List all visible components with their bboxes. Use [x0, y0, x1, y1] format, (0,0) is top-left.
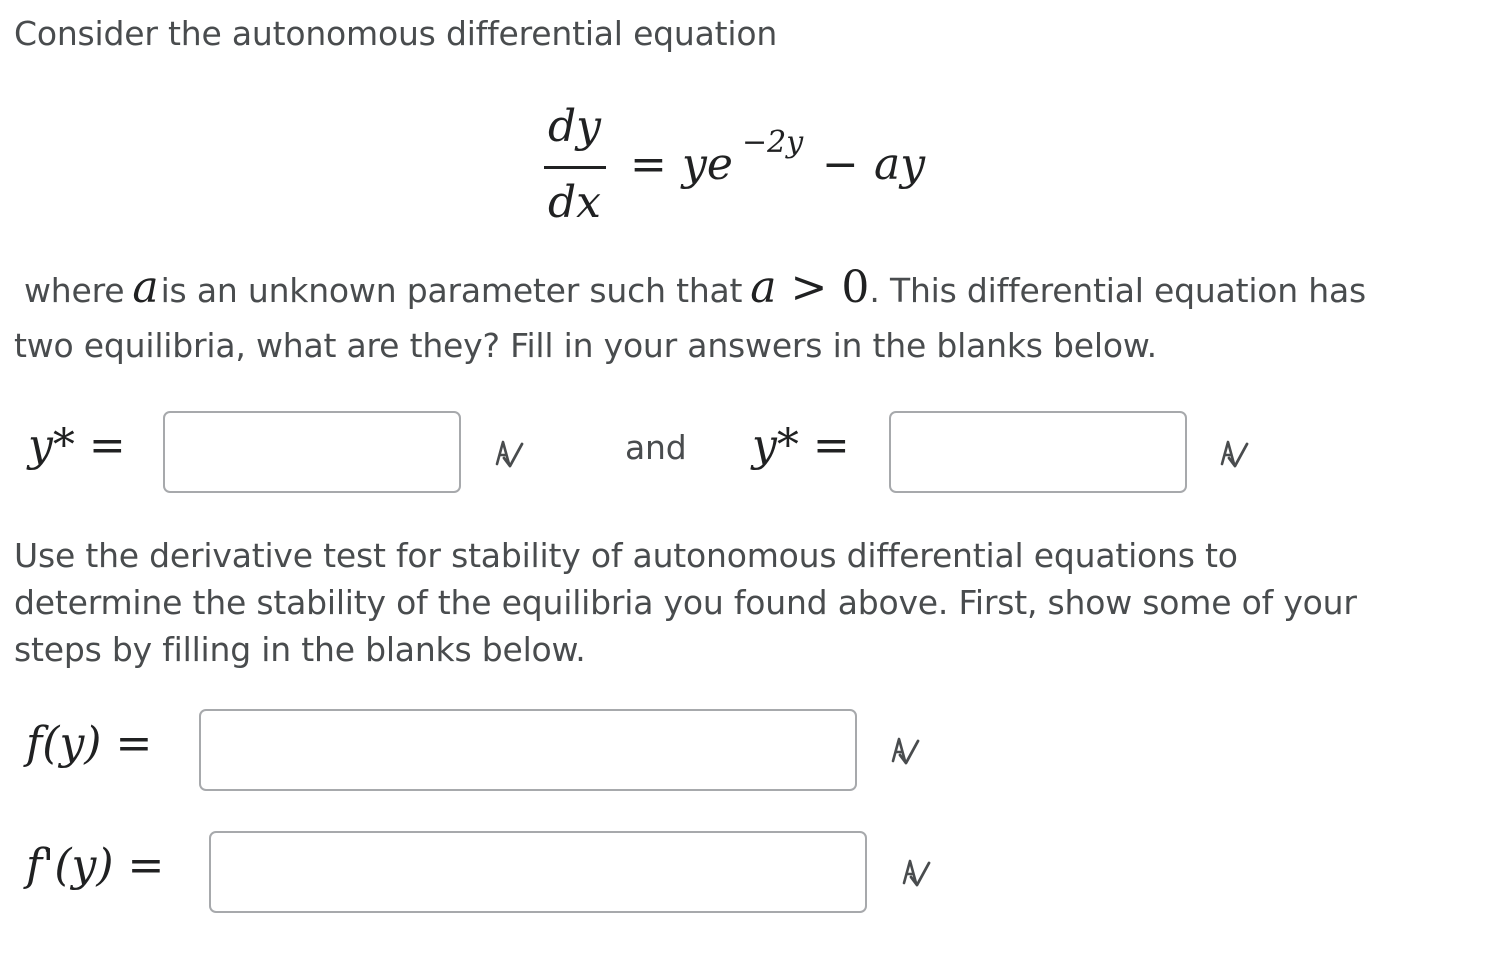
- condition-value: 0: [841, 262, 870, 313]
- equation-numerator: dy: [548, 101, 602, 152]
- math-check-icon[interactable]: [1215, 434, 1251, 470]
- fy-input[interactable]: [199, 709, 857, 791]
- param-a: a: [132, 262, 159, 313]
- equilibrium-input-1[interactable]: [163, 411, 461, 493]
- intro-text: Consider the autonomous differential equation: [14, 14, 778, 53]
- fraction-bar: [544, 166, 606, 169]
- condition-operator: >: [790, 262, 828, 313]
- paragraph1-line2: two equilibria, what are they? Fill in your answers in the blanks below.: [14, 326, 1157, 365]
- equation-term2: ay: [874, 139, 926, 190]
- equation-exponent: −2y: [742, 125, 804, 160]
- equation-equals: =: [630, 139, 667, 190]
- paragraph1-part2: is an unknown parameter such that: [160, 271, 743, 310]
- math-check-icon[interactable]: [897, 853, 933, 889]
- equilibrium-label-1: y* =: [28, 420, 126, 471]
- paragraph1-part3: . This differential equation has: [869, 271, 1367, 310]
- equilibrium-label-2: y* =: [752, 420, 850, 471]
- paragraph1-part1: where: [24, 271, 125, 310]
- fprime-input[interactable]: [209, 831, 867, 913]
- paragraph2-line3: steps by filling in the blanks below.: [14, 630, 586, 669]
- fprime-label: f'(y) =: [26, 840, 165, 891]
- paragraph2-line2: determine the stability of the equilibria you found above. First, show some of your: [14, 583, 1357, 622]
- math-check-icon[interactable]: [886, 731, 922, 767]
- paragraph2-line1: Use the derivative test for stability of autonomous differential equations to: [14, 536, 1238, 575]
- and-label: and: [625, 428, 687, 467]
- equation-term1: ye: [682, 139, 733, 190]
- equation-denominator: dx: [548, 177, 601, 228]
- differential-equation: [530, 95, 950, 235]
- fy-label: f(y) =: [26, 718, 153, 769]
- paragraph1-line1: [24, 262, 1366, 314]
- math-check-icon[interactable]: [490, 434, 526, 470]
- condition-var: a: [750, 262, 777, 313]
- equation-minus: −: [822, 139, 859, 190]
- equilibrium-input-2[interactable]: [889, 411, 1187, 493]
